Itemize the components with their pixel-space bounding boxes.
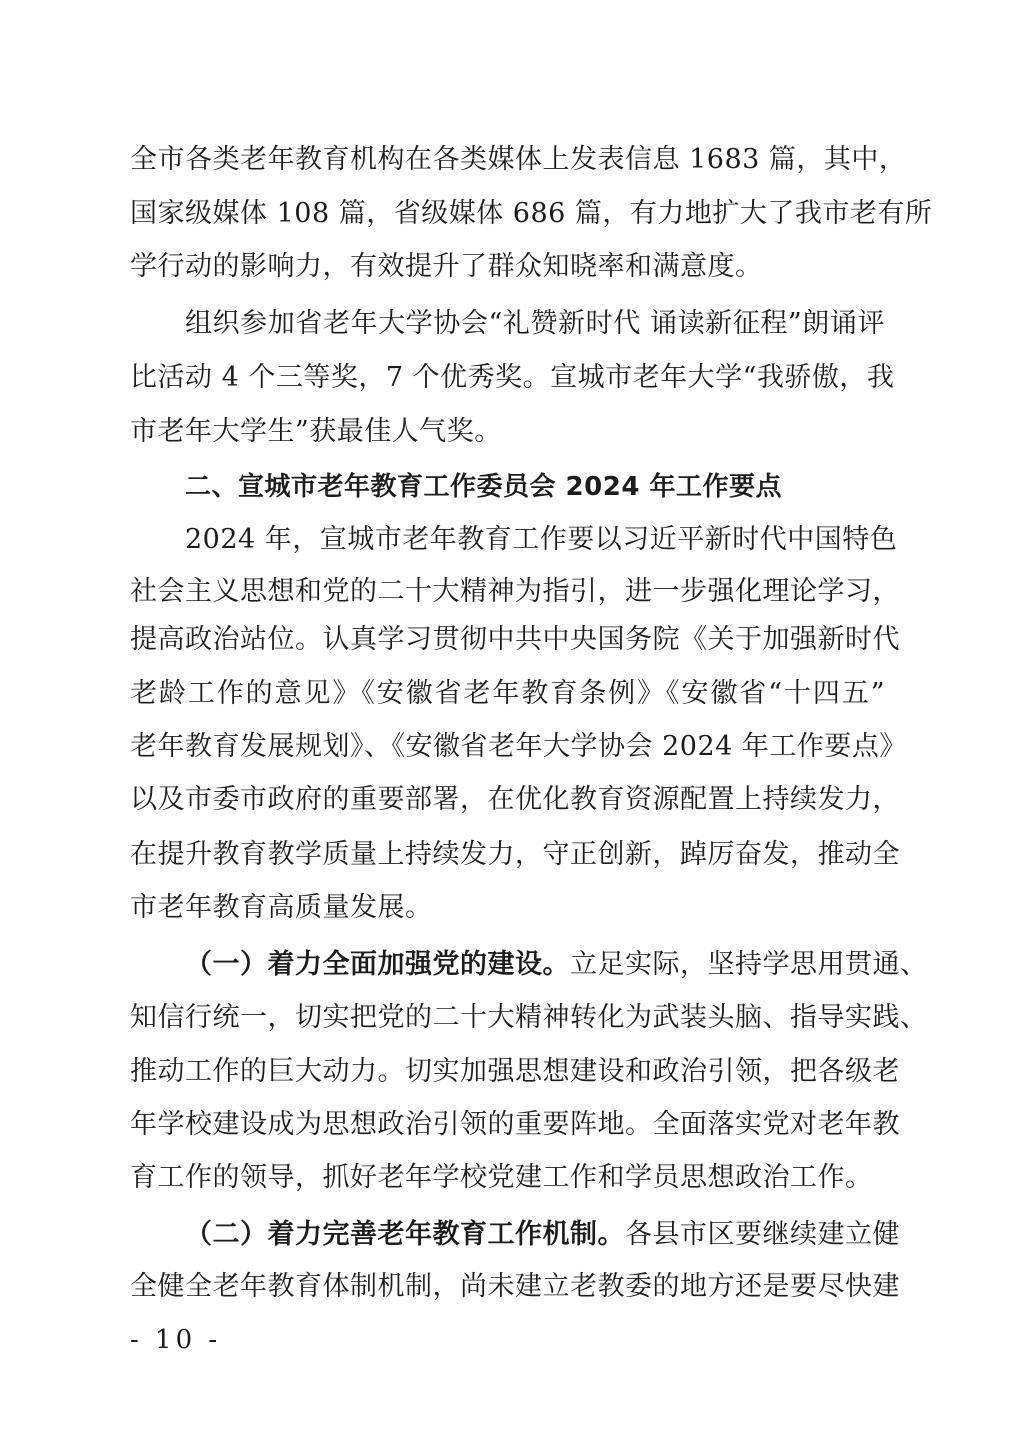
page-number: - 10 - bbox=[130, 1325, 222, 1355]
section-heading: 二、宣城市老年教育工作委员会 2024 年工作要点 bbox=[185, 472, 782, 502]
text-line: 国家级媒体 108 篇，省级媒体 686 篇，有力地扩大了我市老有所 bbox=[130, 198, 933, 229]
text-line: 知信行统一，切实把党的二十大精神转化为武装头脑、指导实践、 bbox=[130, 1002, 928, 1033]
text-line: 市老年教育高质量发展。 bbox=[130, 892, 433, 923]
text-line: 全市各类老年教育机构在各类媒体上发表信息 1683 篇，其中， bbox=[130, 144, 907, 175]
text-line: 推动工作的巨大动力。切实加强思想建设和政治引领，把各级老 bbox=[130, 1056, 900, 1087]
text-line: 老年教育发展规划》、《安徽省老年大学协会 2024 年工作要点》 bbox=[130, 731, 907, 762]
text-line: 社会主义思想和党的二十大精神为指引，进一步强化理论学习， bbox=[130, 576, 900, 607]
paragraph-text: 各县市区要继续建立健 bbox=[625, 1219, 900, 1250]
text-line: 全健全老年教育体制机制，尚未建立老教委的地方还是要尽快建 bbox=[130, 1271, 900, 1302]
text-line: 市老年大学生”获最佳人气奖。 bbox=[130, 416, 502, 447]
text-line: 以及市委市政府的重要部署，在优化教育资源配置上持续发力， bbox=[130, 784, 900, 815]
text-line: 组织参加省老年大学协会“礼赞新时代 诵读新征程”朗诵评 bbox=[185, 308, 885, 339]
text-line: 育工作的领导，抓好老年学校党建工作和学员思想政治工作。 bbox=[130, 1162, 873, 1193]
paragraph-text: 立足实际，坚持学思用贯通、 bbox=[570, 949, 928, 980]
text-line bbox=[185, 1218, 900, 1252]
text-line: 提高政治站位。认真学习贯彻中共中央国务院《关于加强新时代 bbox=[130, 624, 900, 655]
paragraph-lead: （一）着力全面加强党的建设。 bbox=[185, 949, 570, 980]
text-line: 年学校建设成为思想政治引领的重要阵地。全面落实党对老年教 bbox=[130, 1109, 900, 1140]
paragraph-lead: （二）着力完善老年教育工作机制。 bbox=[185, 1219, 625, 1250]
text-line: 在提升教育教学质量上持续发力，守正创新，踔厉奋发，推动全 bbox=[130, 839, 900, 870]
text-line: 学行动的影响力，有效提升了群众知晓率和满意度。 bbox=[130, 251, 763, 282]
text-line: 比活动 4 个三等奖，7 个优秀奖。宣城市老年大学“我骄傲，我 bbox=[130, 362, 895, 393]
text-line bbox=[185, 948, 928, 982]
text-line: 2024 年，宣城市老年教育工作要以习近平新时代中国特色 bbox=[185, 524, 898, 555]
text-line: 老龄工作的意见》《安徽省老年教育条例》《安徽省“十四五” bbox=[130, 678, 885, 709]
